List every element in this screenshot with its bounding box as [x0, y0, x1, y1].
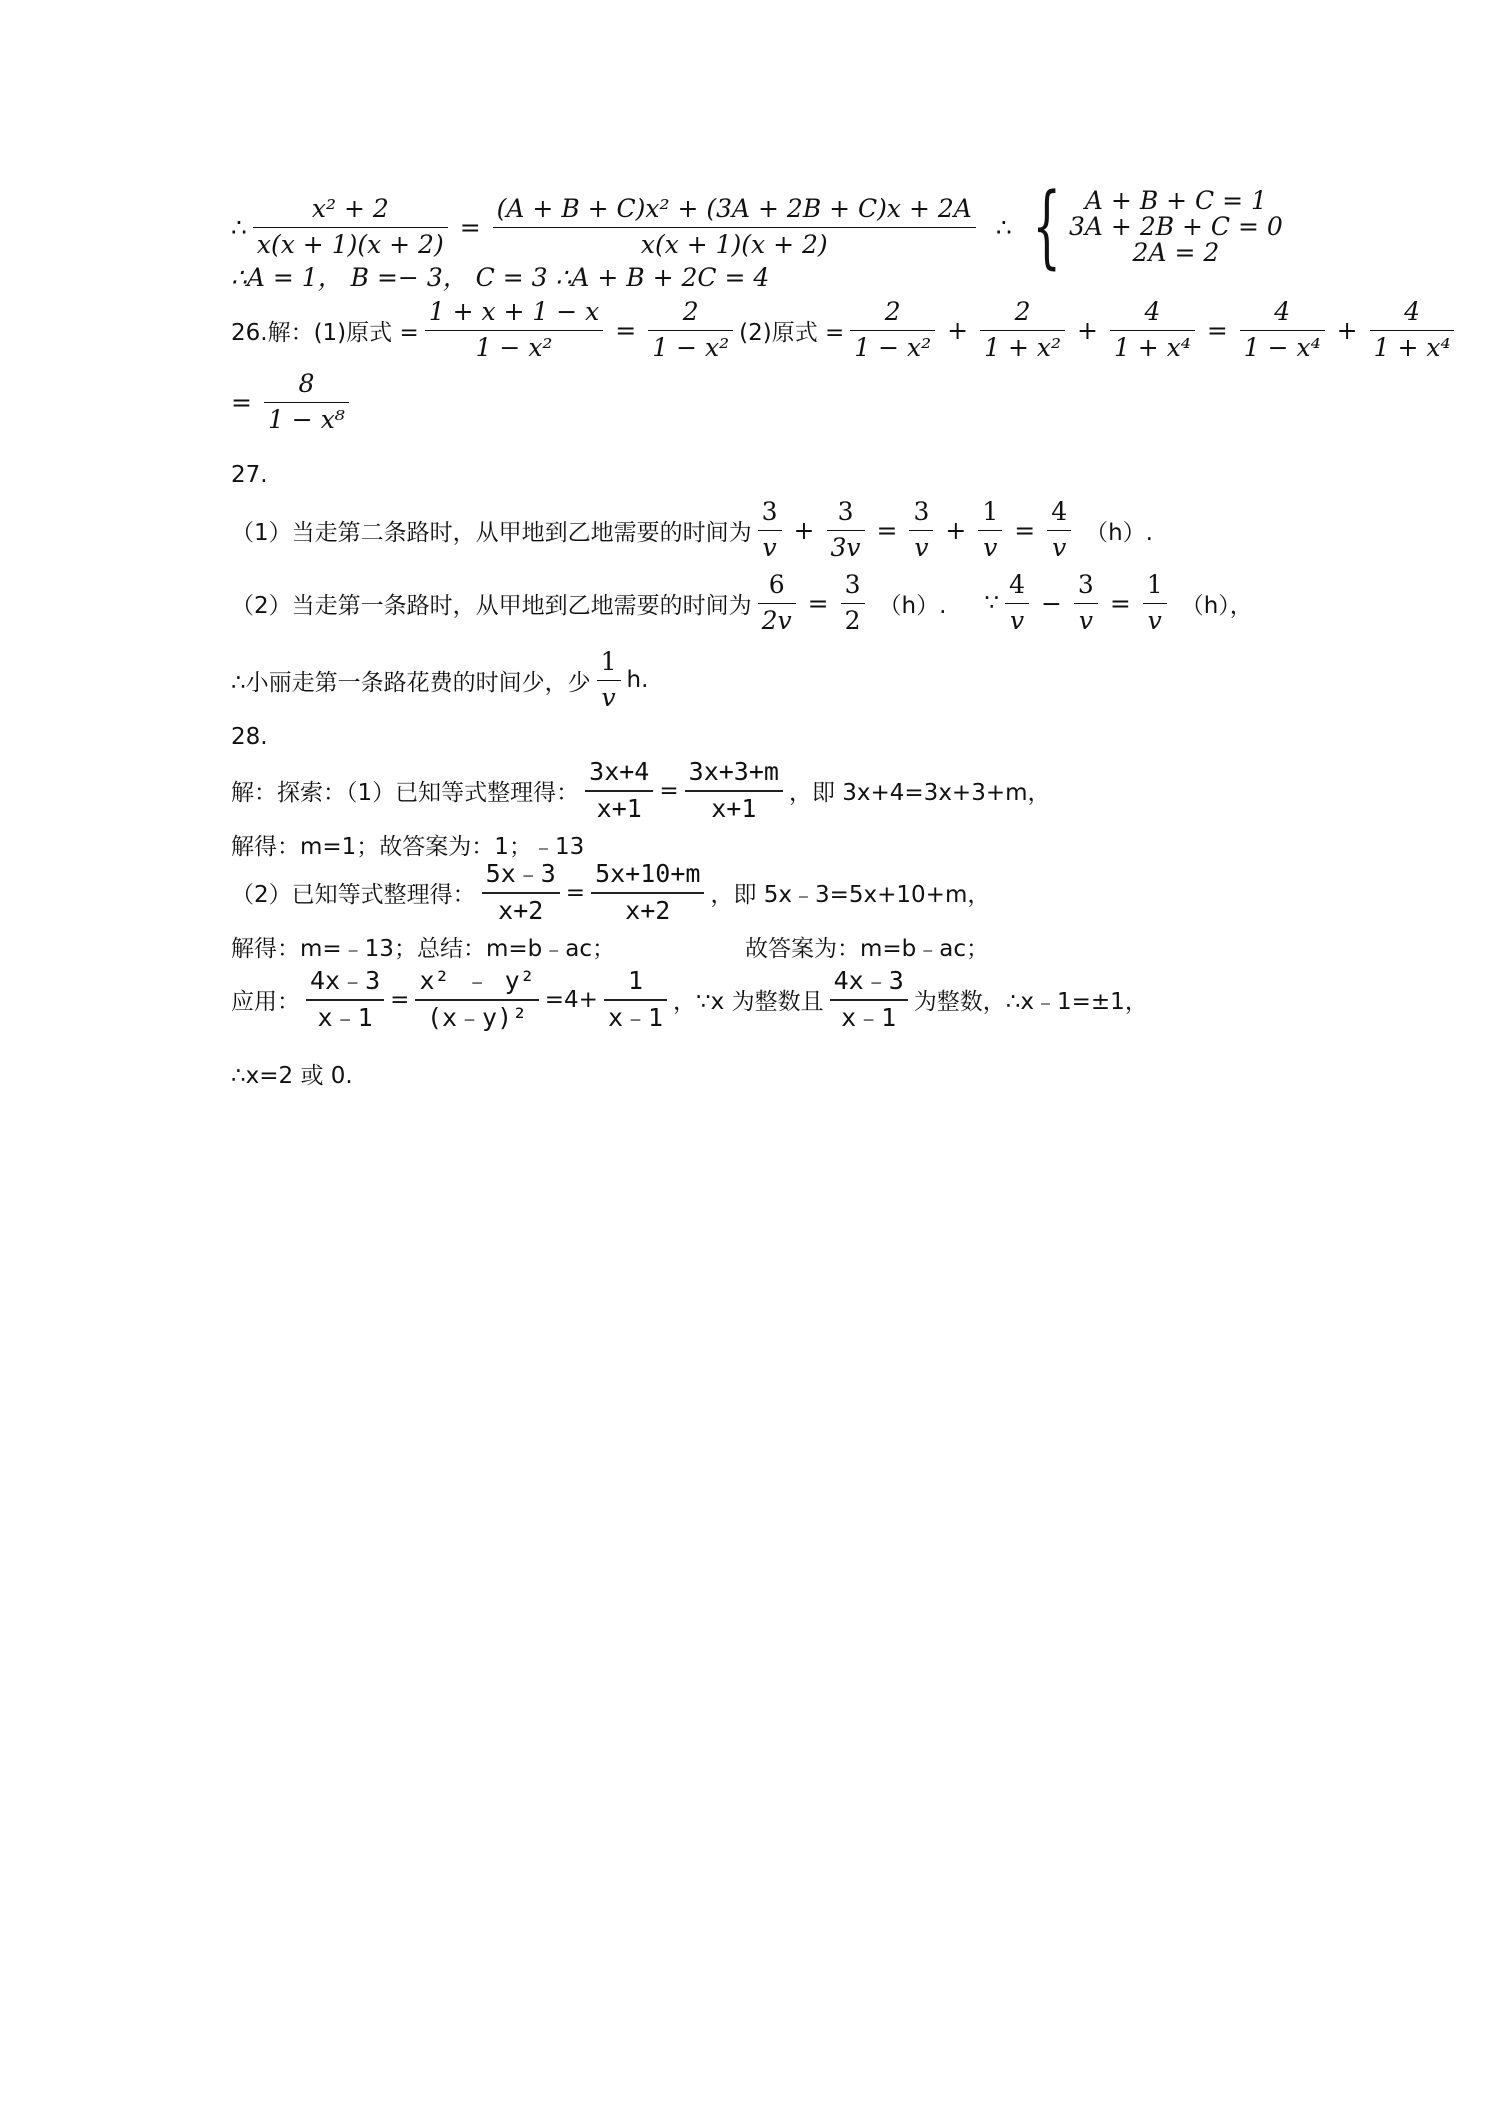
q28-line4: 解得：m=﹣13；总结：m=b﹣ac； 故答案为：m=b﹣ac； [231, 936, 989, 962]
rhs-fraction: $\frac{\text{(A + B + C)x² + (3A + 2B + C)x + 2A}}{x(x + 1)(x + 2)}$ [493, 195, 976, 260]
equation-system: { A + B + C = 1 3A + 2B + C = 0 2A = 2 [1032, 174, 1283, 279]
q28-line2: 解得：m=1；故答案为：1；﹣13 [231, 834, 585, 860]
solution-line: ∴A = 1， B =− 3， C = 3 ∴A + B + 2C = 4 [231, 263, 770, 292]
q28-line3: （2）已知等式整理得： $\frac{5x﹣3}{x+2}$ = $\frac{5x+10+m}{x+2}$ ，即 5x﹣3=5x+10+m， [231, 859, 991, 925]
q27-label: 27. [231, 462, 268, 488]
q28-line1: 解：探索：（1）已知等式整理得： $\frac{3x+4}{x+1}$ = $\frac{3x+3+m}{x+1}$ ，即 3x+4=3x+3+m， [231, 757, 1051, 823]
q27-part1: （1）当走第二条路时，从甲地到乙地需要的时间为 $\frac{3}{v}$ + $\frac{3}{3v}$ = $\frac{3}{v}$ + $\frac{1}{v}$ = $\frac{4}{v}$ （h）. [231, 497, 1153, 562]
q27-conclusion: ∴小丽走第一条路花费的时间少，少 $\frac{1}{v}$ h. [231, 647, 649, 712]
therefore-symbol: ∴ [231, 212, 247, 242]
q28-line5: 应用： $\frac{4x﹣3}{x﹣1}$ = $\frac{\text{x² ﹣ y²}}{\text{(x﹣y)²}}$ =4+ $\frac{1}{x﹣1}$ ，∵x 为整数且 $\frac{4x﹣3}{x﹣1}$ 为整数，∴x﹣1=±1， [231, 966, 1148, 1032]
q28-label: 28. [231, 724, 268, 750]
therefore-symbol: ∴ [995, 212, 1012, 242]
q26-continuation: = $\frac{8}{\text{1 − x⁸}}$ [231, 370, 355, 435]
q26-part2-label: (2)原式 = [739, 319, 845, 346]
lhs-fraction: $\frac{\text{x² + 2}}{x(x + 1)(x + 2)}$ [253, 195, 448, 260]
q27-part2: （2）当走第一条路时，从甲地到乙地需要的时间为 $\frac{6}{2v}$ = $\frac{3}{2}$ （h）. ∵ $\frac{4}{v}$ − $\frac{3}{v}$ = $\frac{1}{v}$ （h）， [231, 570, 1253, 635]
q28-line6: ∴x=2 或 0. [231, 1063, 353, 1089]
partial-fraction-equation: ∴ $\frac{\text{x² + 2}}{x(x + 1)(x + 2)}$ = $\frac{\text{(A + B + C)x² + (3A + 2B + C)x + 2A}}{x(x + 1)(x + 2)}$ ∴ { A + B + C = 1 3A + 2B + C = 0 2A = 2 [231, 174, 1283, 279]
q26-label: 26.解：(1)原式 = [231, 319, 419, 346]
q26-line: 26.解：(1)原式 = $\frac{1 + x + 1 - x}{\text{1 − x²}}$ = $\frac{2}{\text{1 − x²}}$ (2)原式 = $\frac{2}{\text{1 − x²}}$ + $\frac{2}{\text{1 + x²}}$ + $\frac{4}{\text{1 + x⁴}}$ = $\frac{4}{\text{1 − x⁴}}$ + $\frac{4}{\text{1 + x⁴}}$ [231, 298, 1460, 363]
